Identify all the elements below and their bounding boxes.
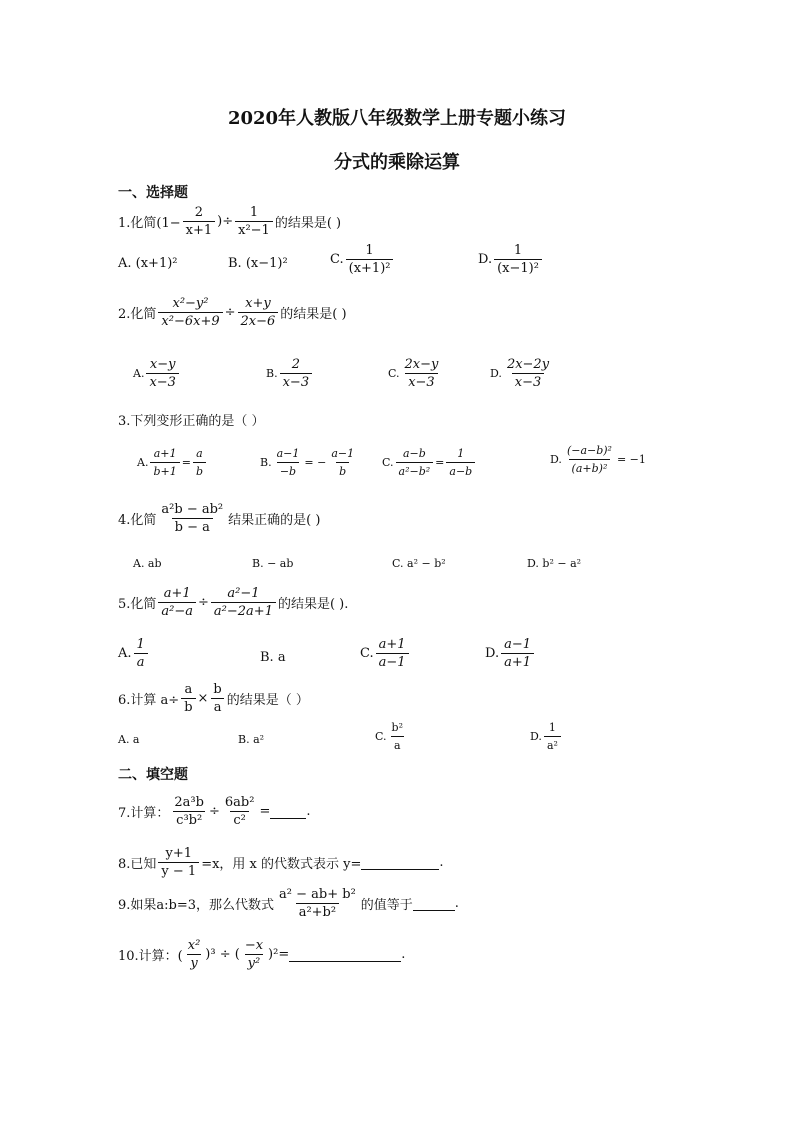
fraction: $\frac{1}{\text{x²−1}}$: [235, 205, 273, 238]
option-c: C. $\frac{1}{\text{(x+1)²}}$: [330, 243, 395, 276]
fraction: $\frac{b}{a}$: [210, 682, 224, 715]
fraction: $\frac{2x-y}{x-3}$: [404, 357, 439, 390]
option-c: C. a² − b²: [392, 557, 446, 570]
answer-blank[interactable]: [270, 804, 306, 819]
fraction: $\frac{x+y}{2x-6}$: [238, 296, 279, 329]
fraction: $\frac{2}{x-3}$: [280, 357, 313, 390]
answer-blank[interactable]: [361, 855, 439, 870]
option-d: D. $\frac{a-1}{a+1}$: [485, 637, 536, 670]
question-5: 5.化简 $\frac{a+1}{\text{a²−a}}$ ÷ $\frac{\text{a²−1}}{\text{a²−2a+1}}$ 的结果是( ).: [118, 586, 349, 619]
section-choice: 一、选择题: [118, 185, 188, 201]
fraction: $\frac{a-1}{b}$: [331, 447, 355, 478]
fraction: $\frac{x-y}{x-3}$: [146, 357, 179, 390]
fraction: $\frac{\text{a² − ab+ b²}}{\text{a²+b²}}$: [279, 887, 356, 920]
option-b: B. a: [260, 650, 286, 665]
option-d: D. b² − a²: [527, 557, 582, 570]
option-d: D. $\frac{1}{\text{a²}}$: [530, 720, 563, 753]
fraction: $\frac{1}{\text{(x−1)²}}$: [494, 243, 542, 276]
fraction: $\frac{a-b}{\text{a²−b²}}$: [396, 446, 434, 479]
question-1: 1.化简(1− $\frac{2}{x+1}$ )÷ $\frac{1}{\text{x²−1}}$ 的结果是( ): [118, 205, 342, 238]
option-a: A. a: [118, 733, 140, 746]
option-b: B. (x−1)²: [228, 256, 288, 271]
page-subtitle: 分式的乘除运算: [334, 152, 460, 173]
option-d: D. $\frac{2x-2y}{x-3}$: [490, 357, 554, 390]
option-c: C. $\frac{a-b}{\text{a²−b²}}$ = $\frac{1}{a-b}$: [382, 446, 477, 479]
fraction: $\frac{\text{x²}}{y}$: [187, 938, 201, 971]
fraction: $\frac{-x}{\text{y²}}$: [244, 938, 264, 971]
fraction: $\frac{2}{x+1}$: [183, 205, 216, 238]
option-a: A. ab: [133, 557, 162, 570]
question-2: 2.化简 $\frac{\text{x²−y²}}{\text{x²−6x+9}}$ ÷ $\frac{x+y}{2x-6}$ 的结果是( ): [118, 296, 347, 329]
fraction: $\frac{\text{(−a−b)²}}{\text{(a+b)²}}$: [566, 444, 612, 475]
fraction: $\frac{a-1}{a+1}$: [501, 637, 534, 670]
fraction: $\frac{1}{\text{(x+1)²}}$: [346, 243, 394, 276]
fraction: $\frac{\text{6ab²}}{\text{c²}}$: [224, 795, 255, 828]
question-6: 6.计算 a÷ $\frac{a}{b}$ × $\frac{b}{a}$ 的结果是（ ）: [118, 682, 309, 715]
option-a: A. (x+1)²: [118, 256, 178, 271]
section-fill: 二、填空题: [118, 767, 188, 783]
option-a: A. $\frac{a+1}{b+1}$ = $\frac{a}{b}$: [137, 446, 208, 479]
fraction: $\frac{1}{a}$: [134, 637, 148, 670]
question-8: 8.已知 $\frac{y+1}{y - 1}$ =x，用 x 的代数式表示 y= .: [118, 846, 444, 879]
option-a: A. $\frac{1}{a}$: [118, 637, 150, 670]
option-b: B. − ab: [252, 557, 294, 570]
option-c: C. $\frac{2x-y}{x-3}$: [388, 357, 443, 390]
answer-blank[interactable]: [289, 947, 401, 962]
fraction: $\frac{y+1}{y - 1}$: [158, 846, 199, 879]
option-b: B. $\frac{2}{x-3}$: [266, 357, 314, 390]
page-title: 2020年人教版八年级数学上册专题小练习: [227, 108, 567, 129]
option-d: D. $\frac{1}{\text{(x−1)²}}$: [478, 243, 544, 276]
fraction: $\frac{a+1}{\text{a²−a}}$: [158, 586, 196, 619]
fraction: $\frac{a-1}{-b}$: [276, 447, 300, 478]
fraction: $\frac{a+1}{b+1}$: [150, 446, 179, 479]
fraction: $\frac{1}{\text{a²}}$: [544, 720, 561, 753]
question-9: 9.如果a:b=3，那么代数式 $\frac{\text{a² − ab+ b²}}{\text{a²+b²}}$ 的值等于 .: [118, 887, 459, 920]
question-4: 4.化简 $\frac{\text{a²b − ab²}}{b - a}$ 结果正确的是( ): [118, 502, 321, 535]
fraction: $\frac{a+1}{a-1}$: [376, 637, 409, 670]
fraction: $\frac{\text{2a³b}}{\text{c³b²}}$: [174, 795, 204, 828]
option-d: D. $\frac{\text{(−a−b)²}}{\text{(a+b)²}}$ = −1: [550, 444, 646, 475]
option-a: A. $\frac{x-y}{x-3}$: [133, 357, 181, 390]
question-7: 7.计算： $\frac{\text{2a³b}}{\text{c³b²}}$ ÷ $\frac{\text{6ab²}}{\text{c²}}$ = .: [118, 795, 311, 828]
option-c: C. $\frac{a+1}{a-1}$: [360, 637, 411, 670]
question-3: 3.下列变形正确的是（ ）: [118, 414, 265, 429]
fraction: $\frac{a}{b}$: [181, 682, 195, 715]
answer-blank[interactable]: [413, 896, 455, 911]
option-b: B. $\frac{a-1}{-b}$ = − $\frac{a-1}{b}$: [260, 446, 359, 479]
fraction: $\frac{a}{b}$: [193, 446, 206, 479]
fraction: $\frac{\text{x²−y²}}{\text{x²−6x+9}}$: [158, 296, 222, 329]
option-b: B. a²: [238, 733, 265, 746]
question-10: 10.计算：( $\frac{\text{x²}}{y}$ )³ ÷ ( $\frac{-x}{\text{y²}}$ )²= .: [118, 938, 406, 971]
fraction: $\frac{1}{a-b}$: [446, 446, 475, 479]
fraction: $\frac{\text{a²−1}}{\text{a²−2a+1}}$: [211, 586, 276, 619]
fraction: $\frac{\text{a²b − ab²}}{b - a}$: [161, 502, 224, 535]
fraction: $\frac{\text{b²}}{a}$: [391, 721, 403, 752]
fraction: $\frac{2x-2y}{x-3}$: [506, 357, 550, 390]
option-c: C. $\frac{\text{b²}}{a}$: [375, 720, 408, 753]
